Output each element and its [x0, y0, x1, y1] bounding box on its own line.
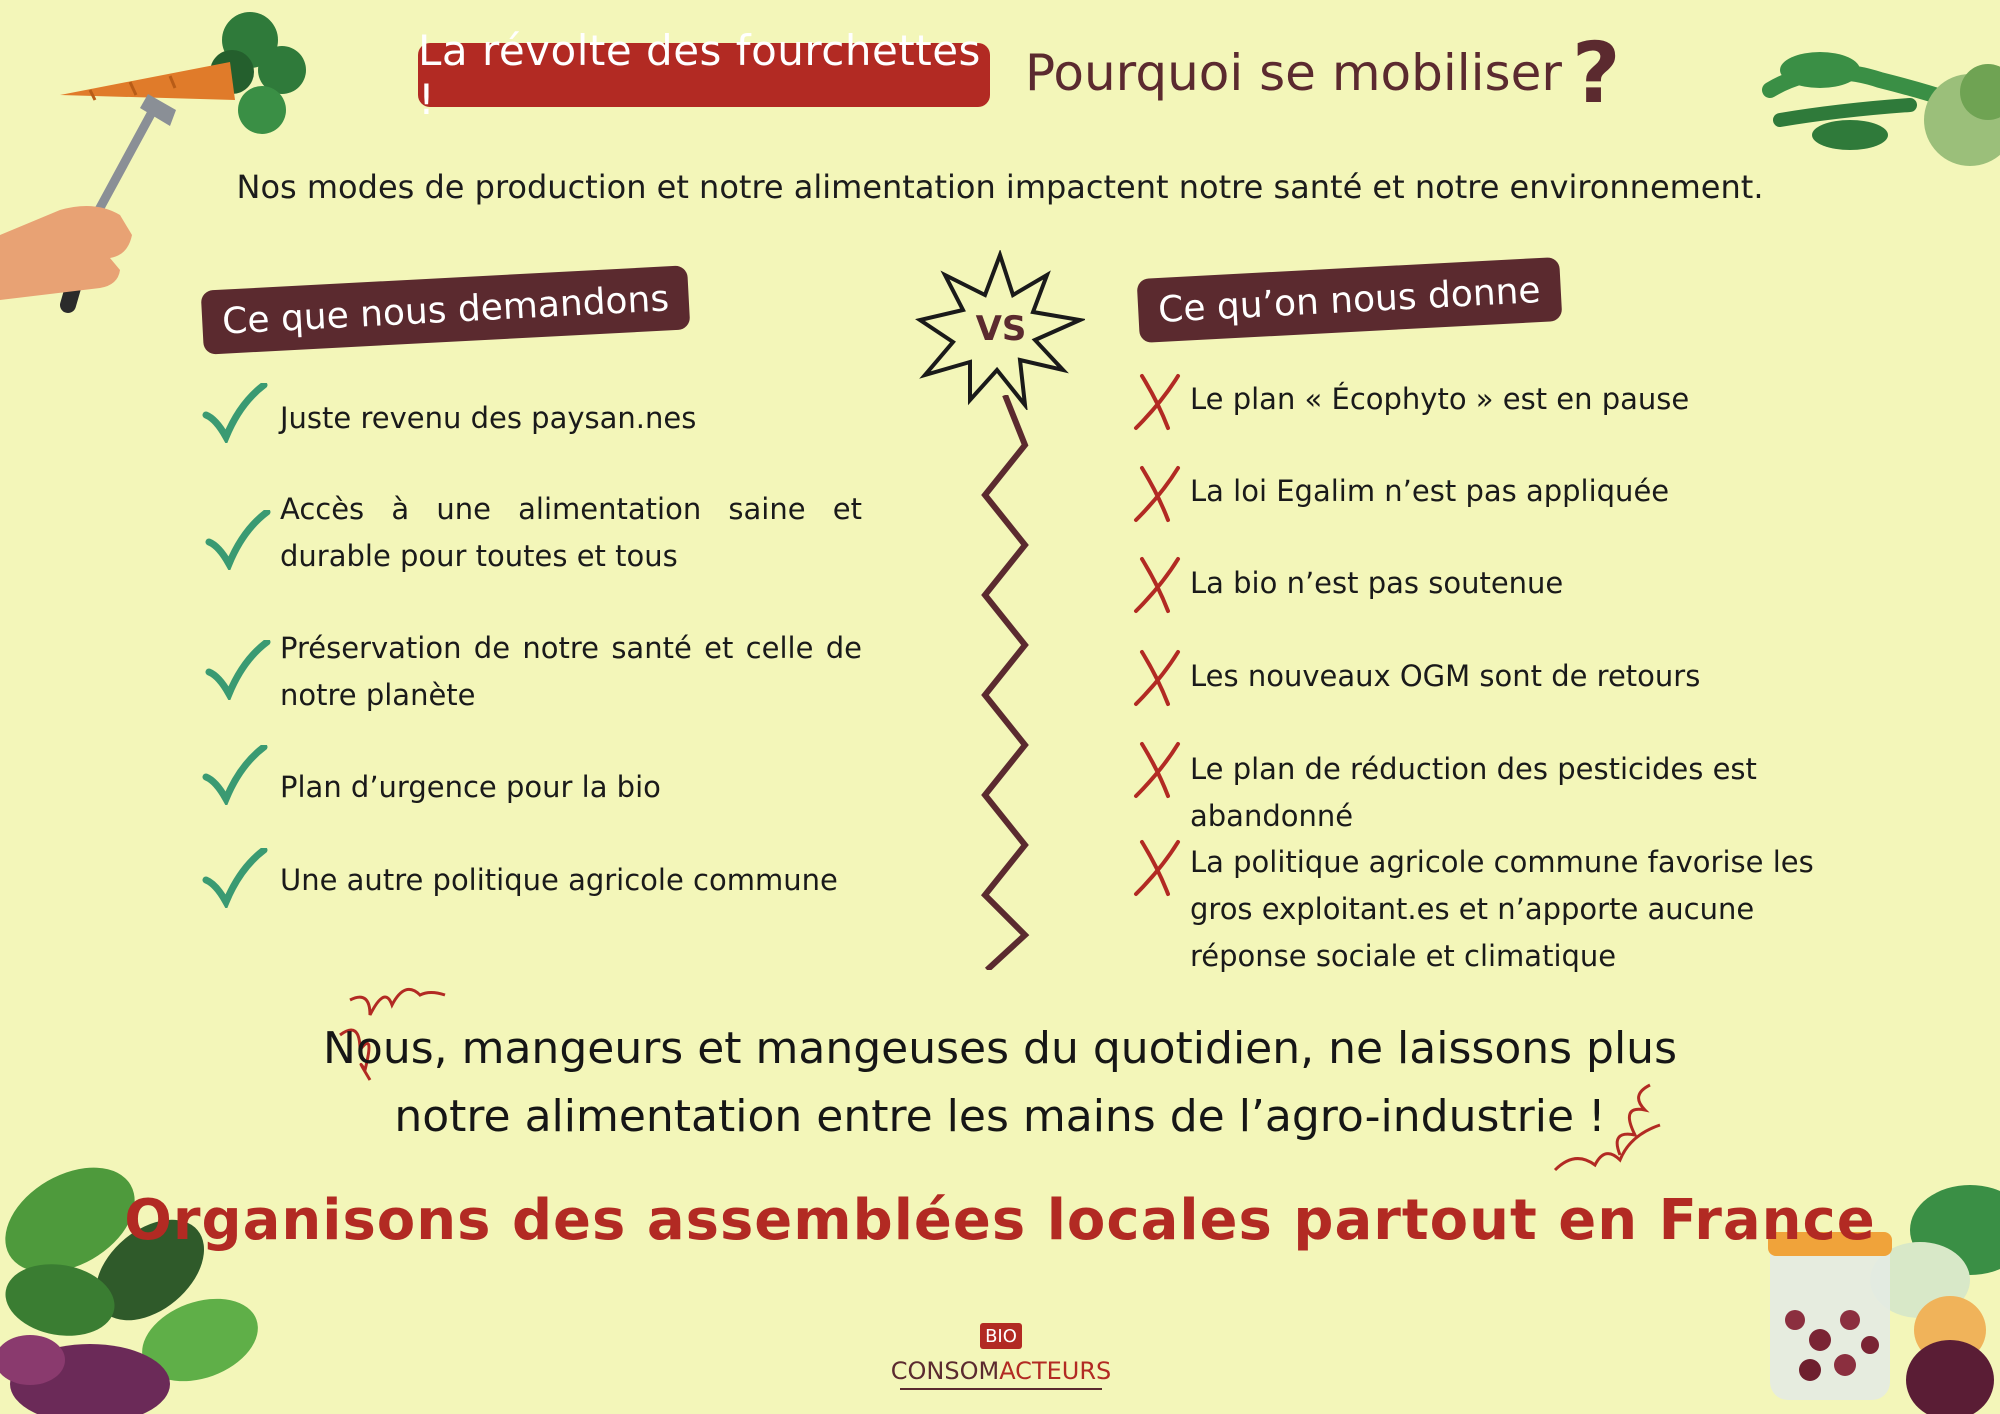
- logo-name: [890, 1354, 1112, 1390]
- hand-fork-carrot-illustration: [0, 0, 320, 320]
- check-icon: [202, 848, 268, 908]
- right-column-title: Ce qu’on nous donne: [1137, 257, 1562, 343]
- given-item: La loi Egalim n’est pas appliquée: [1190, 474, 1670, 508]
- given-item: Le plan de réduction des pesticides est abandonné: [1190, 752, 1757, 833]
- demand-item: Une autre politique agricole commune: [280, 863, 838, 897]
- bottom-message-line2: notre alimentation entre les mains de l’agro-industrie !: [394, 1091, 1606, 1142]
- cross-icon: [1128, 740, 1194, 800]
- check-icon: [205, 510, 271, 570]
- check-icon: [202, 383, 268, 443]
- left-column-title: Ce que nous demandons: [201, 265, 691, 354]
- header-question-text: Pourquoi se mobiliser: [1025, 44, 1562, 102]
- given-item: La bio n’est pas soutenue: [1190, 566, 1564, 600]
- demand-item: Plan d’urgence pour la bio: [280, 770, 661, 804]
- call-to-action: Organisons des assemblées locales partout en France: [124, 1188, 1876, 1253]
- question-mark: ?: [1571, 24, 1621, 122]
- cross-icon: [1128, 555, 1194, 615]
- given-item: Le plan « Écophyto » est en pause: [1190, 382, 1690, 416]
- zigzag-divider: [975, 395, 1035, 970]
- check-icon: [205, 640, 271, 700]
- bottom-message-line1: Nous, mangeurs et mangeuses du quotidien, ne laissons plus: [322, 1023, 1677, 1074]
- logo-bio-badge: BIO: [980, 1323, 1022, 1349]
- demand-item: Préservation de notre santé et celle de notre planète: [280, 631, 862, 712]
- given-item: Les nouveaux OGM sont de retours: [1190, 659, 1701, 693]
- cross-icon: [1128, 648, 1194, 708]
- header-badge: La révolte des fourchettes !: [418, 43, 990, 107]
- cross-icon: [1128, 838, 1194, 898]
- logo-name-part1: CONSOM: [890, 1357, 1000, 1385]
- vs-label: VS: [975, 309, 1027, 349]
- check-icon: [202, 745, 268, 805]
- turnip-illustration: [1760, 20, 2000, 170]
- vs-burst: [915, 250, 1085, 410]
- demand-item: Accès à une alimentation saine et durable pour toutes et tous: [280, 492, 862, 573]
- cross-icon: [1128, 464, 1194, 524]
- header-question: [1025, 24, 1621, 122]
- demand-item: Juste revenu des paysan.nes: [280, 401, 697, 435]
- logo-name-part2: ACTEURS: [999, 1357, 1112, 1385]
- cross-icon: [1128, 372, 1194, 432]
- bottom-message: [0, 1015, 2000, 1151]
- given-item: La politique agricole commune favorise les gros exploitant.es et n’apporte aucune réponse sociale et climatique: [1190, 845, 1814, 973]
- intro-text: Nos modes de production et notre alimentation impactent notre santé et notre environnement.: [236, 168, 1764, 206]
